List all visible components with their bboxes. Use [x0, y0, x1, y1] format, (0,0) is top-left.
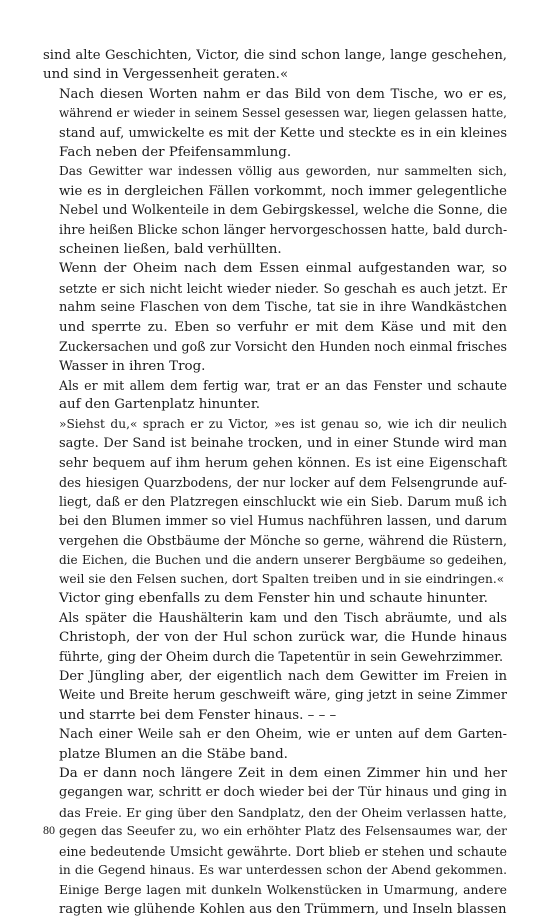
text-line: Der Jüngling aber, der eigentlich nach dem Gewitter im Freien in [59, 669, 507, 684]
text-line: gegen das Seeufer zu, wo ein erhöhter Platz des Felsensaumes war, der [59, 824, 507, 839]
text-line: weil sie den Felsen suchen, dort Spalten treiben und in sie eindringen.« [59, 571, 505, 586]
text-line: und sind in Vergessenheit geraten.« [43, 67, 289, 83]
paragraph [43, 725, 507, 764]
text-line: auf den Gartenplatz hinunter. [59, 397, 261, 413]
text-line: Victor ging ebenfalls zu dem Fenster hin und schaute hinunter. [59, 591, 488, 607]
text-line: stand auf, umwickelte es mit der Kette und steckte es in ein kleines [59, 125, 507, 141]
text-line: Wasser in ihren Trog. [59, 358, 206, 374]
text-line: scheinen ließen, bald verhüllten. [59, 242, 282, 258]
text-line: sehr bequem auf ihm herum gehen können. Es ist eine Eigenschaft [59, 455, 507, 471]
text-line: Einige Berge lagen mit dunkeln Wolkenstücken in Umarmung, andere [59, 882, 507, 898]
text-line: Weite und Breite herum geschweift wäre, ging jetzt in seine Zimmer [59, 688, 507, 704]
text-line: während er wieder in seinem Sessel gesessen war, liegen gelassen hatte, [59, 106, 507, 121]
text-line: des hiesigen Quarzbodens, der nur locker auf dem Felsengrunde auf- [59, 474, 507, 490]
text-line: führte, ging der Oheim durch die Tapetentür in sein Gewehrzimmer. [59, 649, 504, 665]
text-line: Da er dann noch längere Zeit in dem einen Zimmer hin und her [59, 766, 507, 782]
text-line: Als er mit allem dem fertig war, trat er an das Fenster und schaute [59, 377, 507, 393]
paragraph [43, 415, 507, 590]
text-line: ragten wie glühende Kohlen aus den Trümmern, und Inseln blassen [59, 901, 507, 917]
paragraph [43, 376, 507, 415]
text-line: Christoph, der von der Hul schon zurück war, die Hunde hinaus [59, 630, 507, 646]
text-line: setzte er sich nicht leicht wieder nieder. So geschah es auch jetzt. Er [59, 280, 507, 296]
text-line: nahm seine Flaschen von dem Tische, tat sie in ihre Wandkästchen [59, 300, 507, 316]
page-text [43, 46, 507, 919]
paragraph [43, 162, 507, 259]
text-line: Fach neben der Pfeifensammlung. [59, 145, 292, 161]
text-line: Als später die Haushälterin kam und den Tisch abräumte, und als [59, 610, 507, 626]
text-line: und starrte bei dem Fenster hinaus. – – – [59, 707, 337, 723]
paragraph [43, 85, 507, 163]
paragraph [43, 764, 507, 919]
text-line: Zuckersachen und goß zur Vorsicht den Hunden noch einmal frisches [59, 339, 507, 355]
text-line: vergehen die Obstbäume der Mönche so gerne, während die Rüstern, [59, 533, 507, 549]
text-line: eine bedeutende Umsicht gewährte. Dort blieb er stehen und schaute [59, 843, 507, 859]
paragraph [43, 259, 507, 375]
text-line: ihre heißen Blicke schon länger hervorgeschossen hatte, bald durch- [59, 222, 508, 238]
paragraph [43, 46, 507, 85]
page-number: 80 [43, 823, 55, 837]
paragraph [43, 667, 507, 725]
text-line: sagte. Der Sand ist beinahe trocken, und in einer Stunde wird man [59, 436, 507, 452]
text-line: sind alte Geschichten, Victor, die sind schon lange, lange geschehen, [43, 48, 507, 63]
text-line: »Siehst du,« sprach er zu Victor, »es ist genau so, wie ich dir neulich [59, 416, 507, 431]
text-line: gegangen war, schritt er doch wieder bei der Tür hinaus und ging in [59, 785, 507, 801]
text-line: wie es in dergleichen Fällen vorkommt, noch immer gelegentliche [59, 183, 507, 199]
text-line: Nach einer Weile sah er den Oheim, wie er unten auf dem Garten- [59, 727, 507, 743]
text-line: die Eichen, die Buchen und die andern unserer Bergbäume so gedeihen, [59, 552, 507, 567]
text-line: und sperrte zu. Eben so verfuhr er mit dem Käse und mit den [59, 319, 507, 335]
text-line: Das Gewitter war indessen völlig aus geworden, nur sammelten sich, [59, 164, 507, 179]
paragraph [43, 609, 507, 667]
paragraph [43, 589, 507, 608]
text-line: in die Gegend hinaus. Es war unterdessen schon der Abend gekommen. [59, 863, 507, 878]
text-line: Wenn der Oheim nach dem Essen einmal aufgestanden war, so [59, 261, 507, 277]
text-line: liegt, daß er den Platzregen einschluckt wie ein Sieb. Darum muß ich [59, 494, 507, 510]
text-line: Nebel und Wolkenteile in dem Gebirgskessel, welche die Sonne, die [59, 203, 508, 219]
text-line: bei den Blumen immer so viel Humus nachführen lassen, und darum [59, 513, 507, 529]
text-line: Nach diesen Worten nahm er das Bild von dem Tische, wo er es, [59, 86, 507, 102]
text-line: platze Blumen an die Stäbe band. [59, 746, 288, 762]
text-line: das Freie. Er ging über den Sandplatz, den der Oheim verlassen hatte, [59, 804, 507, 820]
